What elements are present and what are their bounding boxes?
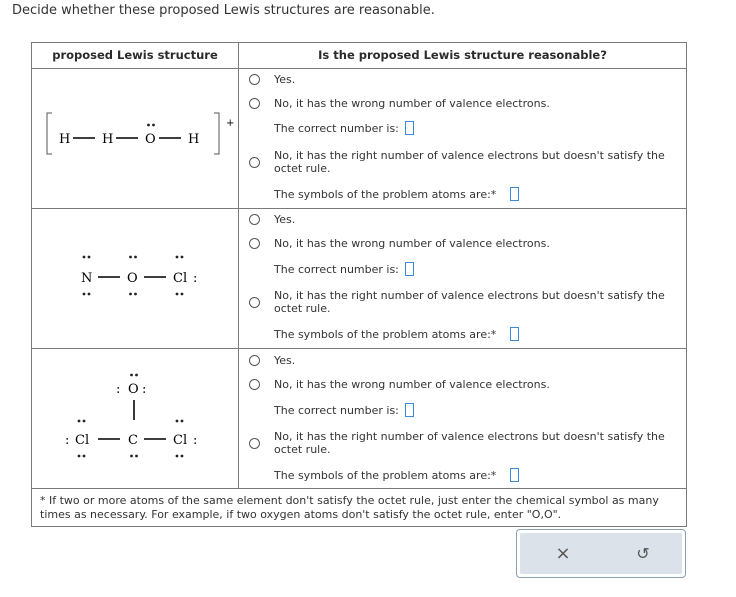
- lone-pair-colon: :: [193, 433, 198, 448]
- action-bar: [516, 529, 686, 578]
- atom-h2: H: [102, 132, 114, 147]
- radio-yes-2[interactable]: [249, 214, 260, 225]
- radio-wrong-count-2[interactable]: [249, 238, 260, 249]
- lone-pair-dot: [152, 124, 155, 127]
- problem-atoms-input-3[interactable]: [510, 468, 519, 482]
- lone-pair-dot: [181, 420, 184, 423]
- lone-pair-dot: [181, 256, 184, 259]
- problem-atoms-input-2[interactable]: [510, 327, 519, 341]
- lone-pair-dot: [88, 293, 91, 296]
- lone-pair-colon: :: [193, 271, 198, 286]
- action-bar-inner: [520, 533, 682, 574]
- atom-c: C: [128, 433, 138, 448]
- lone-pair-dot: [83, 293, 86, 296]
- footnote-line1: * If two or more atoms of the same element don't satisfy the octet rule, just enter the chemical symbol as many: [40, 494, 659, 507]
- option-yes-2: Yes.: [274, 213, 296, 226]
- radio-octet-2[interactable]: [249, 297, 260, 308]
- problem-atoms-row-1: [274, 187, 519, 201]
- lewis-table: [31, 42, 687, 527]
- problem-atoms-row-2: The symbols of the problem atoms are:*: [274, 327, 519, 341]
- undo-button[interactable]: [613, 533, 673, 574]
- atom-cl-right: Cl: [173, 433, 188, 448]
- footnote: [40, 494, 680, 522]
- bracket-right: [214, 113, 219, 154]
- col-header-reasonable: Is the proposed Lewis structure reasonable?: [318, 48, 607, 62]
- radio-wrong-count-3[interactable]: [249, 379, 260, 390]
- option-yes-3: Yes.: [274, 354, 296, 367]
- atom-o: O: [128, 382, 139, 397]
- lone-pair-dot: [176, 256, 179, 259]
- instructions: Decide whether these proposed Lewis structures are reasonable.: [12, 3, 435, 18]
- atom-cl-left: Cl: [75, 433, 90, 448]
- structure-cell-1: [32, 68, 239, 208]
- atom-h1: H: [59, 132, 71, 147]
- atom-n: N: [81, 271, 93, 286]
- correct-number-row-3: The correct number is:: [274, 403, 414, 417]
- lone-pair-dot: [147, 124, 150, 127]
- option-octet-2: No, it has the right number of valence electrons but doesn't satisfy the octet rule.: [274, 289, 665, 315]
- lone-pair-dot: [78, 420, 81, 423]
- charge-label: +: [226, 118, 235, 129]
- lone-pair-dot: [135, 455, 138, 458]
- option-yes-1: Yes.: [274, 73, 296, 86]
- lone-pair-dot: [181, 293, 184, 296]
- correct-number-input-3[interactable]: [405, 403, 414, 417]
- radio-yes-3[interactable]: [249, 355, 260, 366]
- option-wrong-count-2: No, it has the wrong number of valence electrons.: [274, 237, 550, 250]
- structure-cell-3: [32, 348, 239, 488]
- problem-atoms-label: The symbols of the problem atoms are:*: [274, 188, 497, 201]
- lone-pair-dot: [135, 374, 138, 377]
- radio-wrong-count-1[interactable]: [249, 98, 260, 109]
- option-wrong-count-3: No, it has the wrong number of valence electrons.: [274, 378, 550, 391]
- radio-octet-1[interactable]: [249, 157, 260, 168]
- lewis-structure-2: [32, 208, 239, 348]
- lone-pair-dot: [181, 455, 184, 458]
- lone-pair-dot: [83, 420, 86, 423]
- atom-cl: Cl: [173, 271, 188, 286]
- lone-pair-dot: [78, 455, 81, 458]
- correct-number-input-2[interactable]: [405, 262, 414, 276]
- bracket-left: [47, 113, 52, 154]
- lone-pair-dot: [176, 293, 179, 296]
- problem-atoms-row-3: The symbols of the problem atoms are:*: [274, 468, 519, 482]
- lone-pair-dot: [176, 455, 179, 458]
- lone-pair-dot: [134, 293, 137, 296]
- problem-atoms-input-1[interactable]: [510, 187, 519, 201]
- correct-number-row-1: [274, 121, 414, 135]
- lewis-structure-1: [32, 68, 239, 208]
- col-header-structure: proposed Lewis structure: [32, 43, 239, 68]
- lone-pair-dot: [83, 256, 86, 259]
- atom-o: O: [127, 271, 138, 286]
- lone-pair-dot: [83, 455, 86, 458]
- table-header: [32, 43, 686, 69]
- undo-icon: ↺: [636, 544, 650, 563]
- correct-number-row-2: The correct number is:: [274, 262, 414, 276]
- footnote-line2: times as necessary. For example, if two oxygen atoms don't satisfy the octet rule, enter "O,O".: [40, 508, 562, 521]
- atom-h3: H: [188, 132, 200, 147]
- atom-o: O: [145, 132, 156, 147]
- radio-yes-1[interactable]: [249, 74, 260, 85]
- correct-number-input-1[interactable]: [405, 121, 414, 135]
- lone-pair-dot: [134, 256, 137, 259]
- clear-button[interactable]: [533, 533, 593, 574]
- option-octet-1: No, it has the right number of valence electrons but doesn't satisfy the octet rule.: [274, 149, 665, 175]
- lone-pair-dot: [130, 455, 133, 458]
- option-wrong-count-1: No, it has the wrong number of valence electrons.: [274, 97, 550, 110]
- footnote-divider: [32, 488, 686, 489]
- lone-pair-dot: [130, 374, 133, 377]
- close-icon: ×: [555, 543, 571, 564]
- structure-cell-2: [32, 208, 239, 348]
- correct-number-label: The correct number is:: [274, 122, 399, 135]
- option-octet-3: No, it has the right number of valence electrons but doesn't satisfy the octet rule.: [274, 430, 665, 456]
- lone-pair-dot: [88, 256, 91, 259]
- lone-pair-dot: [176, 420, 179, 423]
- lone-pair-colon: :: [65, 433, 70, 448]
- radio-octet-3[interactable]: [249, 438, 260, 449]
- lewis-structure-3: [32, 348, 239, 488]
- lone-pair-colon: :: [142, 382, 147, 397]
- lone-pair-dot: [129, 293, 132, 296]
- lone-pair-dot: [129, 256, 132, 259]
- lone-pair-colon: :: [116, 382, 121, 397]
- table-row: [32, 348, 686, 488]
